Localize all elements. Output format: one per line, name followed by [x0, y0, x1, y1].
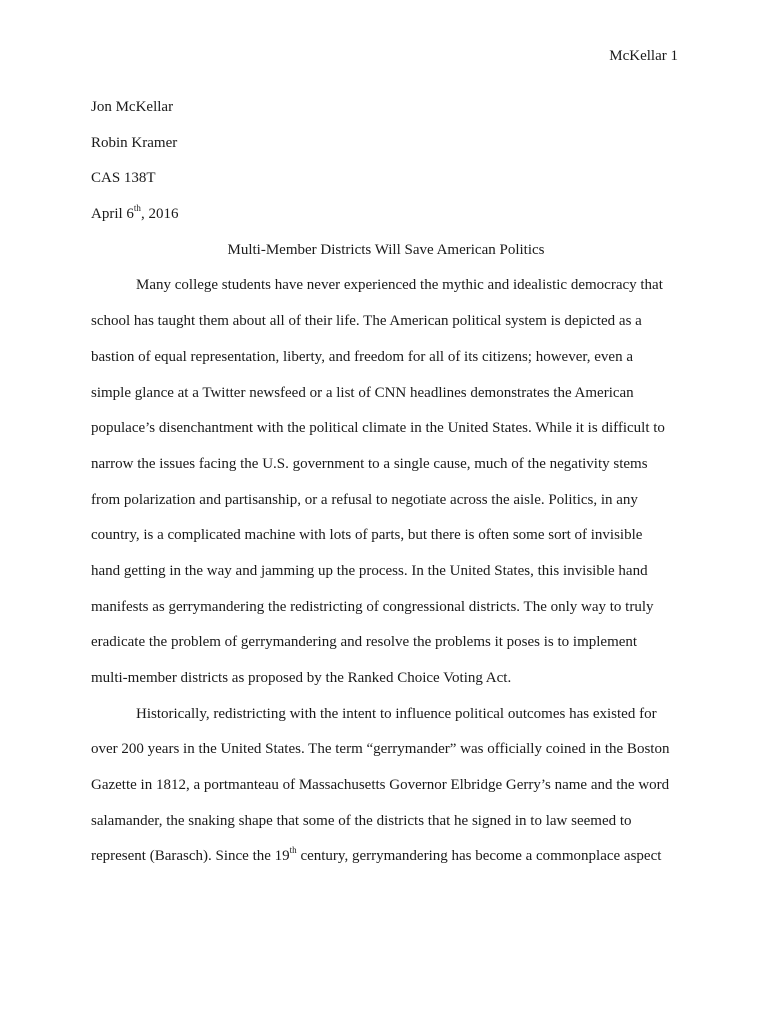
- date-suffix: th: [133, 203, 141, 214]
- paragraph-line: salamander, the snaking shape that some of the districts that he signed in to law seemed to: [91, 812, 632, 829]
- date-year: , 2016: [140, 206, 179, 223]
- line-text-before-superscript: represent (Barasch). Since the 19: [91, 848, 290, 865]
- author-name: Jon McKellar: [91, 99, 174, 115]
- date-line: [91, 197, 681, 233]
- paragraph-line: simple glance at a Twitter newsfeed or a list of CNN headlines demonstrates the American: [91, 384, 634, 401]
- date-month-day: April 6: [91, 206, 134, 223]
- paragraph-line: Historically, redistricting with the intent to influence political outcomes has existed for: [136, 705, 657, 722]
- paragraph-line: multi-member districts as proposed by the Ranked Choice Voting Act.: [91, 670, 512, 686]
- paragraph-2: [91, 697, 681, 875]
- paragraph-line: country, is a complicated machine with lots of parts, but there is often some sort of invisible: [91, 527, 643, 544]
- paragraph-line: Gazette in 1812, a portmanteau of Massachusetts Governor Elbridge Gerry’s name and the word: [91, 777, 670, 794]
- document-body: [91, 90, 681, 875]
- paragraph-line: populace’s disenchantment with the political climate in the United States. While it is difficult to: [91, 420, 665, 437]
- paragraph-line: [91, 839, 681, 875]
- instructor-name: Robin Kramer: [91, 134, 178, 151]
- paragraph-line: bastion of equal representation, liberty, and freedom for all of its citizens; however, even a: [91, 348, 633, 365]
- paragraph-line: hand getting in the way and jamming up the process. In the United States, this invisible hand: [91, 562, 648, 579]
- paragraph-1: [91, 268, 681, 696]
- line-text-after-superscript: century, gerrymandering has become a commonplace aspect: [296, 848, 662, 865]
- running-header: McKellar 1: [609, 48, 678, 64]
- paragraph-line: over 200 years in the United States. The term “gerrymander” was officially coined in the Boston: [91, 741, 670, 758]
- century-superscript: th: [289, 845, 297, 856]
- paragraph-line: narrow the issues facing the U.S. government to a single cause, much of the negativity stems: [91, 455, 648, 472]
- paragraph-line: manifests as gerrymandering the redistricting of congressional districts. The only way to truly: [91, 598, 654, 615]
- paragraph-line: Many college students have never experienced the mythic and idealistic democracy that: [136, 277, 663, 294]
- paragraph-line: eradicate the problem of gerrymandering and resolve the problems it poses is to implement: [91, 634, 638, 651]
- paragraph-line: school has taught them about all of their life. The American political system is depicted as a: [91, 313, 642, 330]
- paragraph-line: from polarization and partisanship, or a refusal to negotiate across the aisle. Politics, in any: [91, 491, 638, 508]
- essay-title: Multi-Member Districts Will Save American Politics: [227, 241, 545, 258]
- course-code: CAS 138T: [91, 170, 156, 187]
